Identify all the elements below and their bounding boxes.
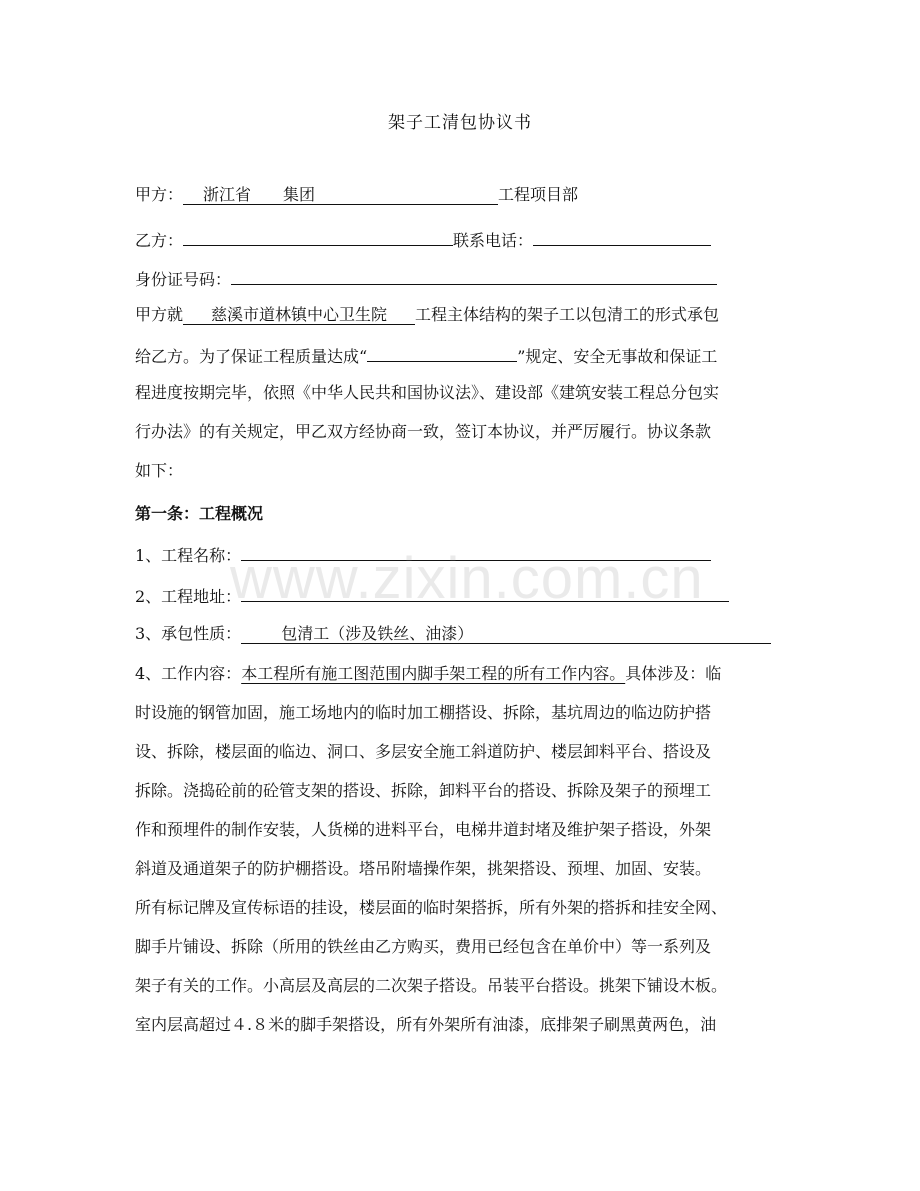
id-line bbox=[135, 266, 717, 291]
quality-blank bbox=[367, 343, 517, 362]
intro-line-1 bbox=[135, 304, 719, 326]
contract-type-value: 包清工（涉及铁丝、油漆） bbox=[281, 624, 474, 643]
party-a-line bbox=[135, 184, 578, 206]
item-3-line bbox=[135, 623, 771, 645]
item-4-body-line: 脚手片铺设、拆除（所用的铁丝由乙方购买，费用已经包含在单价中）等一系列及 bbox=[135, 937, 712, 956]
item-4-body-line: 拆除。浇捣砼前的砼管支架的搭设、拆除，卸料平台的搭设、拆除及架子的预埋工 bbox=[135, 781, 712, 800]
item-4-body-line: 作和预埋件的制作安装，人货梯的进料平台，电梯井道封堵及维护架子搭设，外架 bbox=[135, 820, 712, 839]
intro-project: 慈溪市道林镇中心卫生院 bbox=[211, 305, 388, 324]
phone-label: 联系电话： bbox=[453, 231, 534, 250]
party-a-province: 浙江省 bbox=[203, 185, 252, 204]
item-2-label: 2、工程地址： bbox=[135, 587, 242, 606]
item-4-line-1-rest: 具体涉及：临 bbox=[625, 664, 722, 683]
project-address-blank bbox=[241, 583, 729, 602]
id-label: 身份证号码： bbox=[135, 270, 232, 289]
intro-prefix: 甲方就 bbox=[135, 305, 184, 324]
id-blank bbox=[231, 266, 717, 285]
party-a-suffix: 工程项目部 bbox=[498, 185, 579, 204]
project-name-blank bbox=[241, 542, 711, 561]
phone-blank bbox=[533, 227, 711, 246]
item-1-label: 1、工程名称： bbox=[135, 546, 242, 565]
party-a-label: 甲方： bbox=[135, 185, 184, 204]
item-4-body-line: 斜道及通道架子的防护棚搭设。塔吊附墙操作架，挑架搭设、预埋、加固、安装。 bbox=[135, 859, 712, 878]
intro-line-2-b: ”规定、安全无事故和保证工 bbox=[517, 347, 718, 366]
intro-line-5: 如下： bbox=[135, 461, 184, 480]
item-4-body-line: 室内层高超过４.８米的脚手架搭设，所有外架所有油漆，底排架子刷黑黄两色，油 bbox=[135, 1015, 717, 1034]
item-3-label: 3、承包性质： bbox=[135, 624, 242, 643]
intro-project-field bbox=[183, 305, 415, 325]
item-4-underlined: 本工程所有施工图范围内脚手架工程的所有工作内容。 bbox=[241, 664, 626, 683]
party-b-line bbox=[135, 227, 711, 252]
intro-line-2-a: 给乙方。为了保证工程质量达成“ bbox=[135, 347, 368, 366]
party-b-label: 乙方： bbox=[135, 231, 184, 250]
item-4-line bbox=[135, 663, 721, 685]
section-1-heading: 第一条：工程概况 bbox=[135, 504, 264, 523]
item-4-label: 4、工作内容： bbox=[135, 664, 242, 683]
intro-line-4: 行办法》的有关规定，甲乙双方经协商一致，签订本协议，并严厉履行。协议条款 bbox=[135, 422, 712, 441]
item-4-body-line: 时设施的钢管加固，施工场地内的临时加工棚搭设、拆除，基坑周边的临边防护搭 bbox=[135, 703, 712, 722]
party-a-field bbox=[183, 185, 498, 205]
item-4-body-line: 设、拆除，楼层面的临边、洞口、多层安全施工斜道防护、楼层卸料平台、搭设及 bbox=[135, 742, 712, 761]
intro-line-2 bbox=[135, 343, 717, 368]
item-4-body-line: 架子有关的工作。小高层及高层的二次架子搭设。吊装平台搭设。挑架下铺设木板。 bbox=[135, 976, 728, 995]
contract-type-field bbox=[241, 624, 771, 644]
document-title: 架子工清包协议书 bbox=[388, 113, 532, 133]
watermark: www.zixin.com.cn bbox=[230, 546, 704, 611]
item-4-body-line: 所有标记牌及宣传标语的挂设，楼层面的临时架搭拆，所有外架的搭拆和挂安全网、 bbox=[135, 898, 728, 917]
intro-line-1-rest: 工程主体结构的架子工以包清工的形式承包 bbox=[415, 305, 720, 324]
item-2-line bbox=[135, 583, 729, 608]
item-1-line bbox=[135, 542, 711, 567]
intro-line-3: 程进度按期完毕，依照《中华人民共和国协议法》、建设部《建筑安装工程总分包实 bbox=[135, 383, 720, 402]
party-a-group: 集团 bbox=[283, 185, 316, 204]
party-b-blank bbox=[183, 227, 453, 246]
